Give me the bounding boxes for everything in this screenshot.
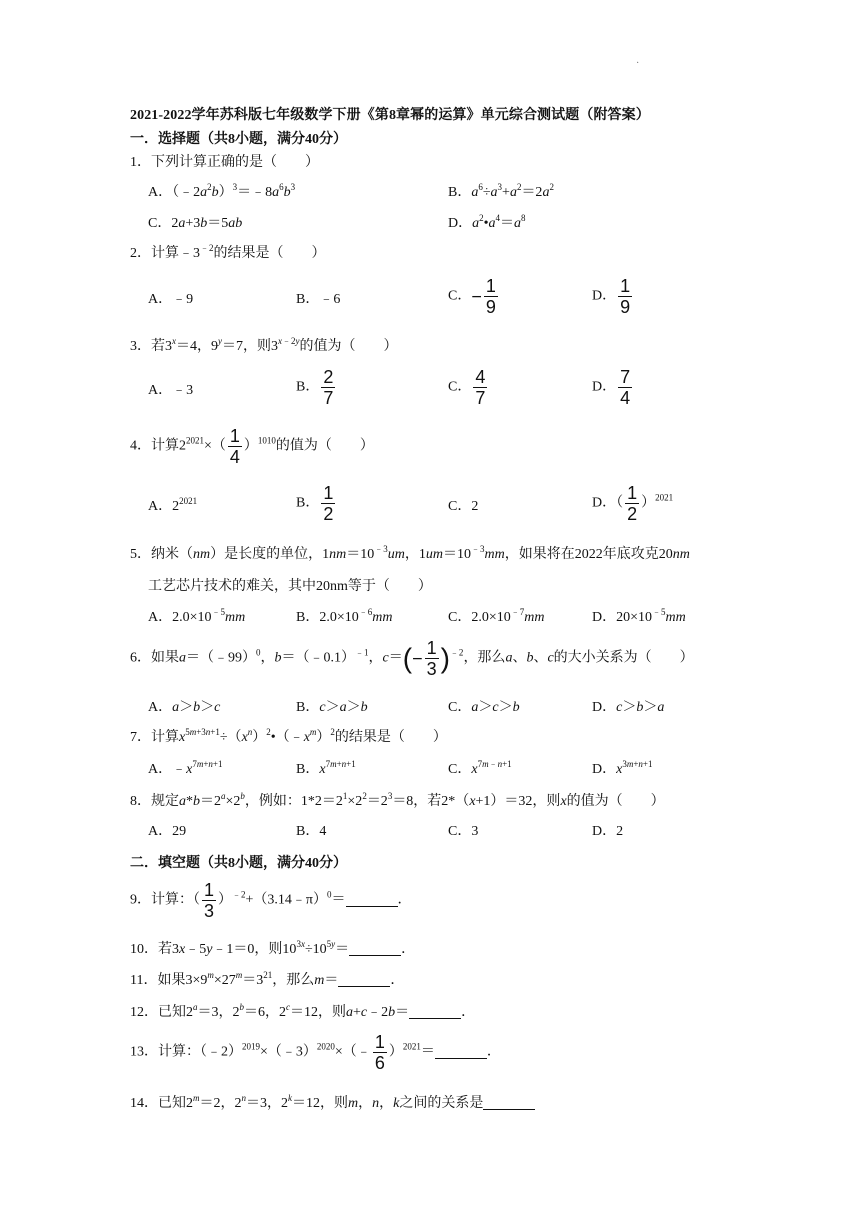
question-7-option-d: D．$x^{3m+n+1}$	[592, 759, 653, 777]
question-5-stem-line2: 工艺芯片技术的难关，其中20nm等于（ ）	[148, 579, 432, 594]
question-4-option-b: B． $\frac{1}{2}$	[296, 483, 334, 524]
question-4-option-a: A．$2^{2021}$	[148, 496, 198, 514]
answer-blank[interactable]	[435, 1044, 487, 1059]
question-5-option-a: A．$2.0\times 10^{﹣5}mm$	[148, 607, 246, 625]
question-5-option-d: D．$20\times 10^{﹣5}mm$	[592, 607, 686, 625]
question-4-option-d: D．（ $\frac{1}{2}$ ）$^{2021}$	[592, 483, 674, 524]
question-3-option-a: A．﹣3	[148, 383, 194, 398]
question-5-stem-line1: 5．纳米（nm）是长度的单位，$1nm=10^{﹣3}um$，$1um=10^{﹣3}mm$，如果将在2022年底攻克20nm	[130, 544, 690, 562]
question-1-option-c: C．2a+3b＝5ab	[148, 216, 243, 231]
question-1-option-d: D．$a^2•a^4=a^8$	[448, 213, 526, 231]
answer-blank[interactable]	[338, 972, 390, 987]
question-2-option-d: D． $\frac{1}{9}$	[592, 276, 631, 317]
question-9-stem: 9．计算：（ $\frac{1}{3}$ ）$^{﹣2}$+（3.14﹣π）$^0$＝ ．	[130, 880, 412, 921]
question-6-stem: 6．如果a＝（﹣99）$^0$，b＝（﹣0.1）$^{﹣1}$，c＝(− $\frac{1}{3}$ )$^{﹣2}$，那么a、b、c的大小关系为（ ）	[130, 638, 694, 679]
question-1-stem: 1．下列计算正确的是（ ）	[130, 155, 319, 170]
question-7-stem: 7．计算$x^{5m+3n+1}\div(x^n)^2•(﹣x^m)^2$的结果是（ ）	[130, 727, 447, 745]
question-4-stem: 4．计算$2^{2021}\times$（ $\frac{1}{4}$ ）$^{1010}$的值为（ ）	[130, 426, 374, 467]
question-7-option-c: C．$x^{7m﹣n+1}$	[448, 759, 512, 777]
question-8-option-b: B．4	[296, 824, 327, 839]
question-2-stem: 2．计算$﹣3^{﹣2}$的结果是（ ）	[130, 243, 326, 261]
document-title: 2021-2022学年苏科版七年级数学下册《第8章幂的运算》单元综合测试题（附答案）	[130, 108, 650, 123]
question-8-option-a: A．29	[148, 824, 187, 839]
section-choice-heading: 一．选择题（共8小题，满分40分）	[130, 132, 347, 147]
question-8-option-d: D．2	[592, 824, 624, 839]
question-6-option-a: A．a＞b＞c	[148, 700, 221, 715]
question-7-option-a: A．$﹣x^{7m+n+1}$	[148, 759, 223, 777]
question-3-option-c: C． $\frac{4}{7}$	[448, 367, 486, 408]
question-2-option-c: C．− $\frac{1}{9}$	[448, 276, 496, 317]
question-1-option-a: A．$(﹣2a^2b)^3=﹣8a^6b^3$	[148, 182, 296, 200]
question-11-stem: 11．如果$3\times 9^m\times 27^m=3^{21}$，那么m＝ ．	[130, 970, 405, 988]
question-4-option-c: C．2	[448, 499, 479, 514]
question-13-stem: 13．计算：（﹣2）$^{2019}$×（﹣3）$^{2020}$×（﹣ $\frac{1}{6}$ ）$^{2021}$＝ ．	[130, 1032, 501, 1073]
fraction: $\frac{1}{9}$	[620, 276, 631, 317]
question-10-stem: 10．若3x﹣5y﹣1＝0，则$10^{3x}\div 10^{5y}=$ ．	[130, 939, 416, 957]
question-8-stem: 8．规定$a*b=2^a\times 2^b$，例如：$1*2=2^1\times 2^2=2^3=8$，若2*（x+1）＝32，则x的值为（ ）	[130, 791, 665, 809]
question-6-option-d: D．c＞b＞a	[592, 700, 665, 715]
question-6-option-b: B．c＞a＞b	[296, 700, 368, 715]
question-6-option-c: C．a＞c＞b	[448, 700, 520, 715]
page-dot: ·	[636, 58, 640, 69]
answer-blank[interactable]	[483, 1095, 535, 1110]
question-5-option-b: B．$2.0\times 10^{﹣6}mm$	[296, 607, 393, 625]
question-12-stem: 12．已知$2^a=3$，$2^b=6$，$2^c=12$，则a+c﹣2b＝ ．	[130, 1002, 476, 1020]
answer-blank[interactable]	[346, 892, 398, 907]
question-3-stem: 3．若$3^x=4$，$9^y=7$，则$3^{x﹣2y}$的值为（ ）	[130, 336, 398, 354]
question-5-option-c: C．$2.0\times 10^{﹣7}mm$	[448, 607, 545, 625]
question-3-option-b: B． $\frac{2}{7}$	[296, 367, 334, 408]
question-7-option-b: B．$x^{7m+n+1}$	[296, 759, 356, 777]
question-14-stem: 14．已知$2^m=2$，$2^n=3$，$2^k=12$，则m，n，k之间的关系是	[130, 1094, 535, 1114]
answer-blank[interactable]	[409, 1004, 461, 1019]
section-fill-heading: 二．填空题（共8小题，满分40分）	[130, 856, 347, 871]
answer-blank[interactable]	[349, 941, 401, 956]
question-3-option-d: D． $\frac{7}{4}$	[592, 367, 631, 408]
fraction: $\frac{1}{9}$	[485, 276, 496, 317]
question-8-option-c: C．3	[448, 824, 479, 839]
question-1-option-b: B．$a^6\div a^3+a^2=2a^2$	[448, 182, 554, 200]
question-2-option-b: B．﹣6	[296, 292, 341, 307]
question-2-option-a: A．﹣9	[148, 292, 194, 307]
